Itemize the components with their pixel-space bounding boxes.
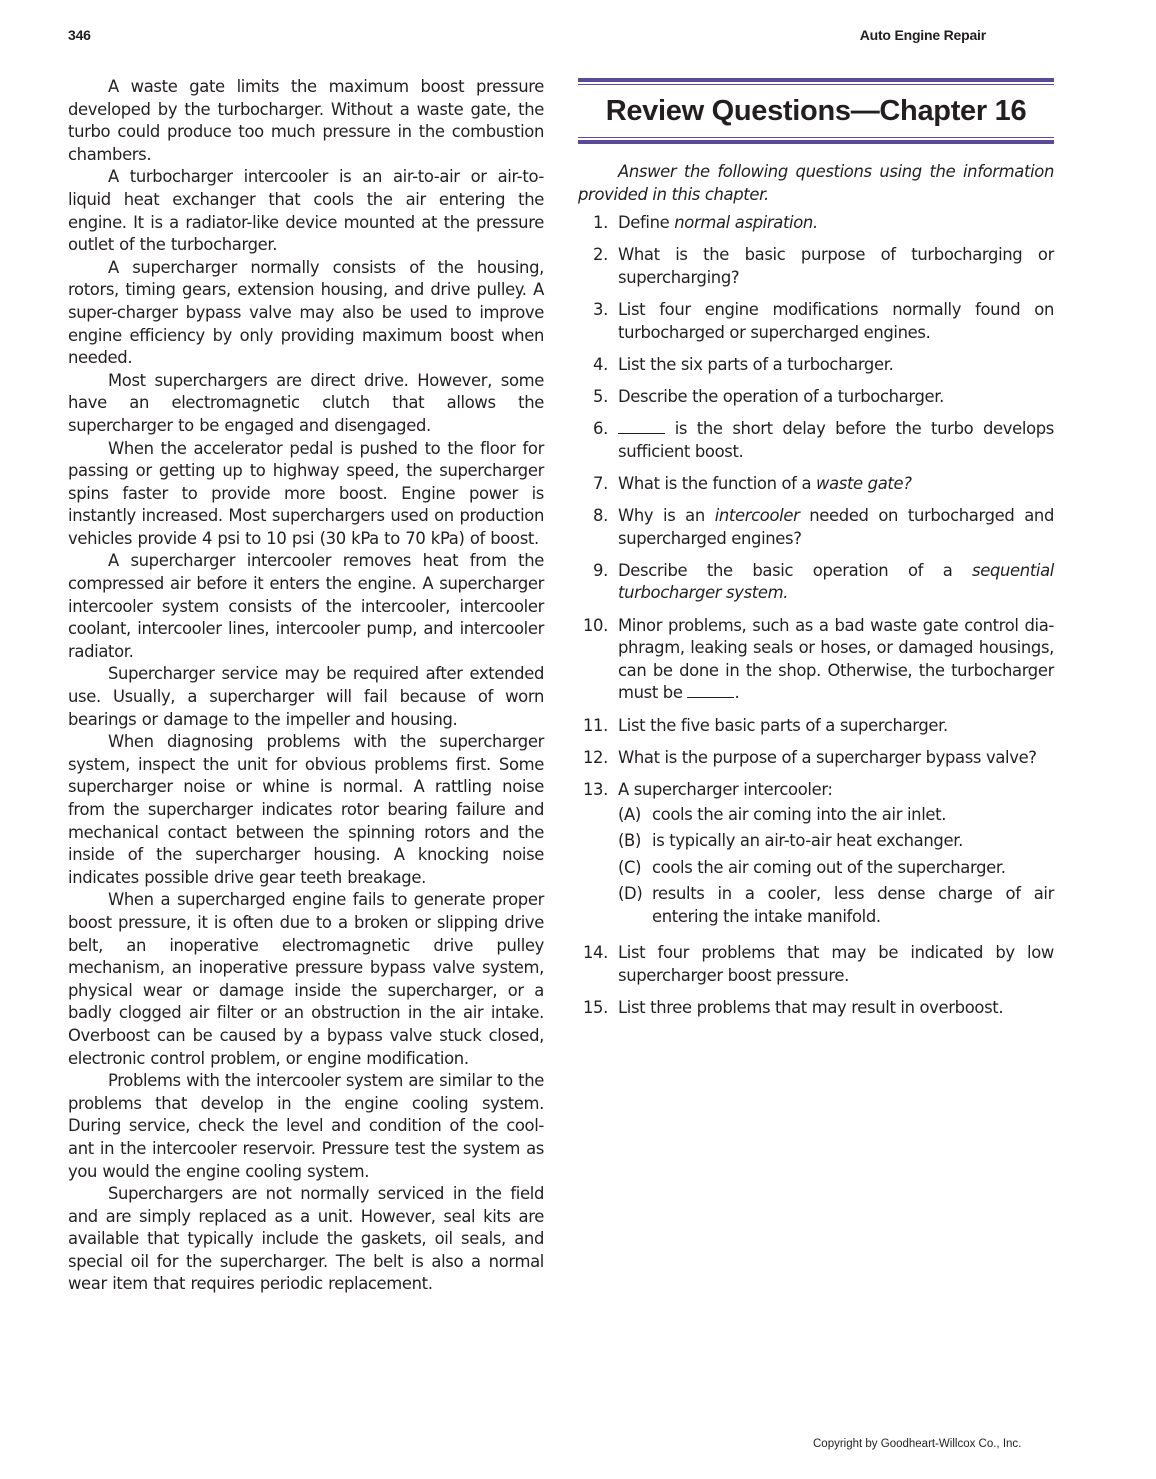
question-emphasis: sequential turbocharger system.: [618, 560, 1054, 603]
question-number: 11.: [582, 715, 608, 735]
page-number: 346: [68, 27, 91, 43]
option-label: (C): [618, 857, 642, 877]
option-text: is typically an air-to-air heat exchanger.: [652, 831, 963, 851]
question-text: needed on turbocharged and supercharged engines?: [618, 506, 1054, 548]
question-number: 5.: [593, 386, 608, 406]
paragraph: A turbocharger intercooler is an air-to-air or air-to-liquid heat exchanger that cools the air entering the engine. It is a radiator-like device mounted at the pressure outlet of the turbocharger.: [68, 167, 544, 255]
question-text: List four engine modifications normally found on turbocharged or supercharged engines.: [618, 299, 1054, 342]
question-item: [578, 997, 1054, 1020]
question-item: [578, 354, 1054, 377]
question-text: Define: [618, 213, 675, 232]
question-item: [578, 299, 1054, 344]
body-text-column: [68, 76, 544, 1296]
review-intro: Answer the following questions using the information provided in this chapter.: [578, 162, 1054, 204]
option-label: (B): [618, 831, 641, 851]
paragraph: Most superchargers are direct drive. However, some have an electromagnetic clutch that allows the supercharger to be engaged and disengaged.: [68, 370, 544, 435]
fill-in-blank: [687, 683, 734, 698]
question-text: Describe the basic operation of a: [618, 560, 973, 580]
question-text: Describe the operation of a turbocharger.: [618, 386, 944, 406]
question-text: List four problems that may be indicated by low supercharger boost pressure.: [618, 943, 1054, 985]
paragraph: When diagnosing problems with the supercharger system, inspect the unit for obvious problems first. Some supercharger noise or whine is normal. A rattling noise from the supercharger indicates rotor bearing failure and mechanical contact between the spinning rotors and the inside of the supercharger housing. A knocking noise indicates possible drive gear teeth breakage.: [68, 732, 544, 887]
question-text: What is the function of a: [618, 473, 817, 493]
question-item: [578, 212, 1054, 235]
paragraph: Supercharger service may be required after extended use. Usually, a supercharger will fail because of worn bearings or damage to the impeller and housing.: [68, 664, 544, 729]
question-number: 4.: [593, 354, 608, 374]
question-text: What is the purpose of a supercharger bypass valve?: [618, 747, 1037, 767]
question-text: List the six parts of a turbocharger.: [618, 354, 894, 374]
question-item: [578, 386, 1054, 409]
section-title: Review Questions—Chapter 16: [605, 95, 1027, 127]
running-header-book-title: Auto Engine Repair: [859, 27, 986, 43]
question-number: 3.: [593, 299, 608, 319]
answer-option: [618, 883, 1054, 928]
question-text: What is the basic purpose of turbocharging or supercharging?: [618, 245, 1054, 287]
question-item: [578, 560, 1054, 605]
option-text: cools the air coming out of the supercharger.: [652, 857, 1006, 877]
question-item: [578, 715, 1054, 738]
question-number: 15.: [582, 997, 608, 1017]
question-number: 6.: [593, 419, 608, 439]
question-emphasis: normal aspiration.: [674, 213, 818, 232]
paragraph: A supercharger intercooler removes heat from the compressed air before it enters the engine. A supercharger intercooler system consists of the intercooler, intercooler coolant, intercooler lines, intercooler pump, and intercooler radiator.: [68, 551, 544, 661]
option-label: (A): [618, 804, 641, 824]
question-item: [578, 747, 1054, 770]
option-label: (D): [618, 884, 643, 904]
question-number: 2.: [593, 245, 608, 265]
answer-option: [618, 830, 1054, 853]
question-emphasis: waste gate?: [816, 473, 912, 493]
question-item: [578, 505, 1054, 550]
question-number: 9.: [593, 560, 608, 580]
option-text: cools the air coming into the air inlet.: [652, 804, 947, 824]
question-number: 10.: [582, 615, 608, 635]
question-text: List the five basic parts of a supercharger.: [618, 715, 948, 735]
question-number: 12.: [582, 747, 608, 767]
question-item: [578, 779, 1054, 933]
question-item: [578, 244, 1054, 289]
question-number: 8.: [593, 506, 608, 526]
question-text: Why is an: [618, 506, 715, 526]
paragraph: When a supercharged engine fails to generate proper boost pressure, it is often due to a broken or slipping drive belt, an inoperative electromagnetic drive pulley mechanism, an inoperative pressure bypass valve system, physical wear or damage inside the supercharger, or a badly clogged air filter or an obstruction in the air intake. Overboost can be caused by a bypass valve stuck closed, electronic control problem, or engine modification.: [68, 890, 544, 1068]
answer-option: [618, 857, 1054, 880]
question-text: .: [734, 683, 740, 703]
paragraph: Problems with the intercooler system are similar to the problems that develop in the engine cooling system. During service, check the level and condition of the cool-ant in the intercooler reservoir. Pressure test the system as you would the engine cooling system.: [68, 1071, 544, 1181]
question-item: [578, 942, 1054, 987]
paragraph: Superchargers are not normally serviced in the field and are simply replaced as a unit. However, seal kits are available that typically include the gaskets, oil seals, and special oil for the supercharger. The belt is also a normal wear item that requires periodic replacement.: [68, 1184, 544, 1294]
question-text: is the short delay before the turbo develops sufficient boost.: [618, 419, 1054, 461]
question-list: [578, 212, 1054, 1020]
paragraph: A supercharger normally consists of the housing, rotors, timing gears, extension housing, and drive pulley. A super-charger bypass valve may also be used to improve engine efficiency by only providing maximum boost when needed.: [68, 257, 544, 368]
question-text: A supercharger intercooler:: [618, 780, 833, 799]
question-number: 13.: [582, 780, 608, 799]
question-text: Minor problems, such as a bad waste gate control dia-phragm, leaking seals or hoses, or damaged housings, can be done in the shop. Otherwise, the turbocharger must be: [618, 615, 1054, 703]
question-number: 7.: [593, 473, 608, 493]
answer-options: [618, 804, 1054, 929]
question-number: 1.: [593, 213, 608, 232]
copyright-footer: Copyright by Goodheart-Willcox Co., Inc.: [813, 1438, 1022, 1450]
question-item: [578, 418, 1054, 463]
option-text: results in a cooler, less dense charge of air entering the intake manifold.: [652, 884, 1054, 926]
review-questions-section: [578, 78, 1054, 1029]
paragraph: A waste gate limits the maximum boost pressure developed by the turbocharger. Without a waste gate, the turbo could produce too much pressure in the combustion chambers.: [68, 77, 544, 164]
title-rule-bottom-thick: [578, 140, 1054, 144]
question-item: [578, 615, 1054, 705]
fill-in-blank: [618, 419, 665, 434]
question-number: 14.: [582, 943, 608, 963]
paragraph: When the accelerator pedal is pushed to the floor for passing or getting up to highway speed, the supercharger spins faster to provide more boost. Engine power is instantly increased. Most superchargers used on production vehicles provide 4 psi to 10 psi (30 kPa to 70 kPa) of boost.: [68, 438, 544, 548]
question-item: [578, 473, 1054, 496]
title-rule-top: [578, 78, 1054, 85]
question-text: List three problems that may result in overboost.: [618, 997, 1004, 1017]
question-emphasis: intercooler: [714, 506, 800, 526]
answer-option: [618, 804, 1054, 827]
title-rule-bottom-thin: [578, 137, 1054, 138]
